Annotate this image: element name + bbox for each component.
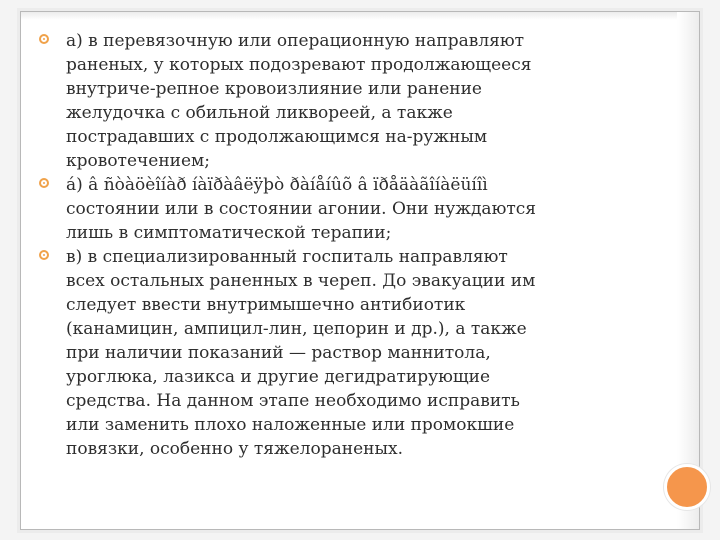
bullet-ring-icon — [39, 178, 49, 188]
slide-frame-right-edge — [677, 12, 699, 529]
text-line: состоянии или в состоянии агонии. Они нуждаются — [66, 199, 537, 219]
bullet-text — [66, 245, 535, 461]
bullet-text — [66, 173, 536, 245]
text-line: а) в перевязочную или операционную направляют — [66, 31, 525, 51]
bullet-ring-icon — [39, 250, 49, 260]
text-line: при наличии показаний — раствор маннитола, — [66, 343, 491, 363]
text-line: кровотечением; — [66, 151, 210, 171]
text-line: лишь в симптоматической терапии; — [66, 223, 392, 243]
text-line: желудочка с обильной ликвореей, а также — [66, 103, 453, 123]
slide-frame — [20, 11, 700, 530]
text-line: внутриче-репное кровоизлияние или ранение — [66, 79, 482, 99]
text-line: раненых, у которых подозревают продолжающееся — [66, 55, 532, 75]
slide-frame-top-edge — [21, 12, 699, 20]
text-line: следует ввести внутримышечно антибиотик — [66, 295, 466, 315]
text-line: (канамицин, ампицил-лин, цепорин и др.), а также — [66, 319, 527, 339]
bullet-ring-icon — [39, 34, 49, 44]
text-line: пострадавших с продолжающимся на-ружным — [66, 127, 488, 147]
text-line: уроглюка, лазикса и другие дегидратирующие — [66, 367, 491, 387]
text-line: или заменить плохо наложенные или промокшие — [66, 415, 515, 435]
text-line: в) в специализированный госпиталь направляют — [66, 247, 508, 267]
text-line: средства. На данном этапе необходимо исправить — [66, 391, 520, 411]
bullet-text — [66, 29, 531, 173]
text-line: всех остальных раненных в череп. До эвакуации им — [66, 271, 536, 291]
text-line: повязки, особенно у тяжелораненых. — [66, 439, 404, 459]
orange-circle-decoration — [664, 464, 710, 510]
text-line: á) â ñòàöèîíàð íàïðàâëÿþò ðàíåíûõ â ïðåäàãîíàëüíîì — [66, 175, 488, 195]
